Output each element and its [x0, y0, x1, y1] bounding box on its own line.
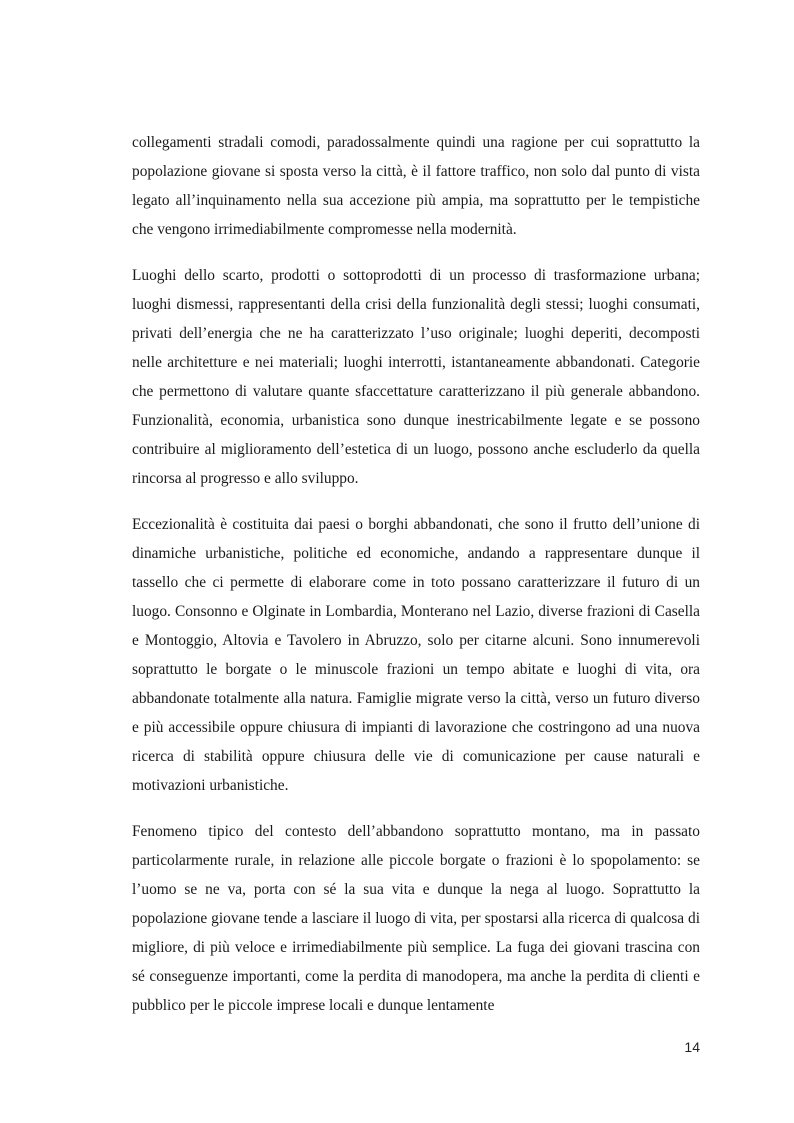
page-number: 14 [684, 1039, 700, 1055]
paragraph-2: Luoghi dello scarto, prodotti o sottoprodotti di un processo di trasformazione urbana; luoghi dismessi, rappresentanti della crisi della funzionalità degli stessi; luoghi consumati, privati dell’energia che ne ha caratterizzato l’uso originale; luoghi deperiti, decomposti nelle architetture e nei materiali; luoghi interrotti, istantaneamente abbandonati. Categorie che permettono di valutare quante sfaccettature caratterizzano il più generale abbandono. Funzionalità, economia, urbanistica sono dunque inestricabilmente legate e se possono contribuire al miglioramento dell’estetica di un luogo, possono anche escluderlo da quella rincorsa al progresso e allo sviluppo. [132, 267, 700, 487]
paragraph-4: Fenomeno tipico del contesto dell’abbandono soprattutto montano, ma in passato particolarmente rurale, in relazione alle piccole borgate o frazioni è lo spopolamento: se l’uomo se ne va, porta con sé la sua vita e dunque la nega al luogo. Soprattutto la popolazione giovane tende a lasciare il luogo di vita, per spostarsi alla ricerca di qualcosa di migliore, di più veloce e irrimediabilmente più semplice. La fuga dei giovani trascina con sé conseguenze importanti, come la perdita di manodopera, ma anche la perdita di clienti e pubblico per le piccole imprese locali e dunque lentamente [132, 823, 700, 1014]
paragraph-3: Eccezionalità è costituita dai paesi o borghi abbandonati, che sono il frutto dell’unione di dinamiche urbanistiche, politiche ed economiche, andando a rappresentare dunque il tassello che ci permette di elaborare come in toto possano caratterizzare il futuro di un luogo. Consonno e Olginate in Lombardia, Monterano nel Lazio, diverse frazioni di Casella e Montoggio, Altovia e Tavolero in Abruzzo, solo per citarne alcuni. Sono innumerevoli soprattutto le borgate o le minuscole frazioni un tempo abitate e luoghi di vita, ora abbandonate totalmente alla natura. Famiglie migrate verso la città, verso un futuro diverso e più accessibile oppure chiusura di impianti di lavorazione che costringono ad una nuova ricerca di stabilità oppure chiusura delle vie di comunicazione per cause naturali e motivazioni urbanistiche. [132, 516, 700, 794]
paragraph-1: collegamenti stradali comodi, paradossalmente quindi una ragione per cui soprattutto la popolazione giovane si sposta verso la città, è il fattore traffico, non solo dal punto di vista legato all’inquinamento nella sua accezione più ampia, ma soprattutto per le tempistiche che vengono irrimediabilmente compromesse nella modernità. [132, 134, 700, 238]
page-body [132, 128, 700, 1037]
